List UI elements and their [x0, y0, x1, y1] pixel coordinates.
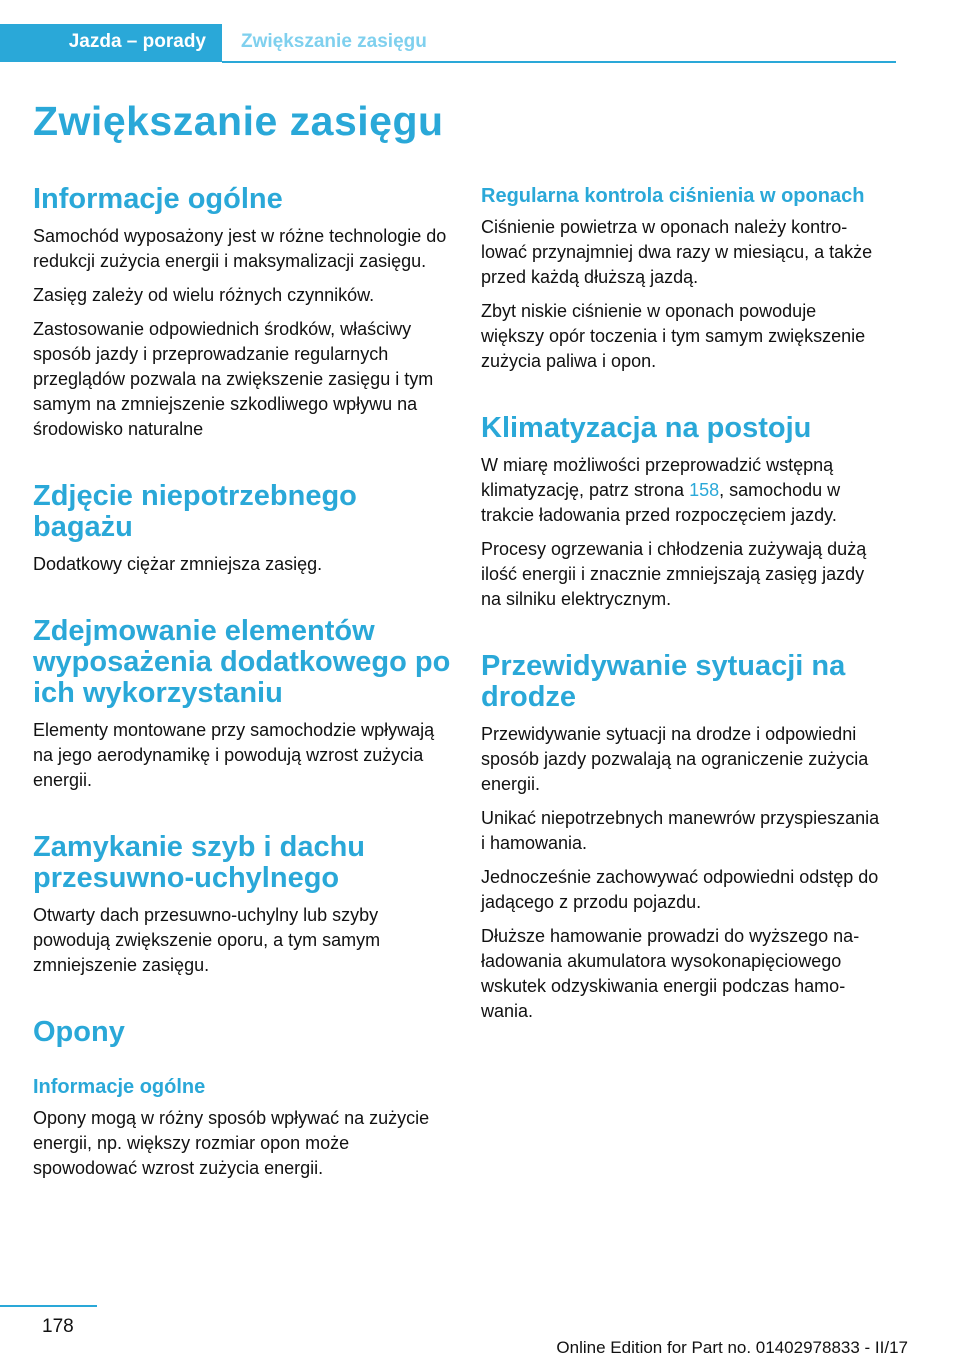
paragraph: Przewidywanie sytuacji na drodze i odpowiedni sposób jazdy pozwalają na ograniczenie zużycia energii.	[481, 724, 869, 794]
page-reference-link[interactable]: 158	[689, 480, 720, 500]
paragraph: Zasięg zależy od wielu różnych czynników.	[33, 285, 375, 305]
paragraph: Unikać niepotrzebnych manewrów przyspieszania i hamowania.	[481, 808, 880, 853]
paragraph-text: W miarę możliwości przeprowadzić wstępną klimatyzację, patrz strona	[481, 455, 834, 500]
paragraph: Samochód wyposażony jest w różne technologie do redukcji zużycia energii i maksymalizacji zasięgu.	[33, 226, 447, 271]
right-column	[481, 184, 881, 1033]
paragraph: Opony mogą w różny sposób wpływać na zużycie energii, np. większy rozmiar opon może spowodować wzrost zużycia energii.	[33, 1108, 430, 1178]
paragraph: Zastosowanie odpowiednich środków, właściwy sposób jazdy i przeprowadzanie regularnych przeglądów pozwala na zwiększenie zasięgu i tym samym na zmniejszenie szkodliwego wpływu na środowisko naturalne	[33, 319, 434, 439]
section-heading: Przewidywanie sytuacji na drodze	[481, 650, 846, 713]
subsection-heading: Regularna kontrola ciśnienia w oponach	[481, 185, 865, 207]
paragraph: Procesy ogrzewania i chłodzenia zużywają dużą ilość energii i znacznie zmniejszają zasięg jazdy na silniku elektrycznym.	[481, 539, 867, 609]
chapter-tab	[0, 24, 222, 62]
paragraph: Zbyt niskie ciśnienie w oponach powoduje większy opór toczenia i tym samym zwiększenie zużycia paliwa i opon.	[481, 301, 866, 371]
page-title: Zwiększanie zasięgu	[33, 98, 444, 144]
section-heading: Opony	[33, 1016, 125, 1048]
section-heading: Informacje ogólne	[33, 183, 283, 215]
page-number: 178	[42, 1316, 74, 1337]
chapter-label: Jazda – porady	[68, 31, 206, 52]
paragraph: Dodatkowy ciężar zmniejsza zasięg.	[33, 554, 323, 574]
left-column	[33, 184, 453, 1190]
section-heading: Zdjęcie niepotrzebnego bagażu	[33, 480, 357, 543]
paragraph: Dłuższe hamowanie prowadzi do wyższego naładowania akumulatora wysokonapięciowego wskutek odzyskiwania energii podczas hamowania.	[481, 926, 860, 1021]
paragraph: Ciśnienie powietrza w oponach należy kontrolować przynajmniej dwa razy w miesiącu, a także przed każdą dłuższą jazdą.	[481, 217, 873, 287]
footer-divider	[0, 1305, 97, 1307]
paragraph-text: , samochodu w trakcie ładowania przed rozpoczęciem jazdy.	[481, 480, 841, 525]
subsection-heading: Informacje ogólne	[33, 1076, 206, 1098]
paragraph: Elementy montowane przy samochodzie wpływają na jego aerodynamikę i powodują wzrost zużycia energii.	[33, 720, 435, 790]
section-heading: Zamykanie szyb i dachu przesuwno-uchylnego	[33, 831, 366, 894]
paragraph: Otwarty dach przesuwno-uchylny lub szyby powodują zwiększenie oporu, a tym samym zmniejszenie zasięgu.	[33, 905, 381, 975]
paragraph	[481, 453, 881, 528]
edition-note: Online Edition for Part no. 01402978833 - II/17	[556, 1338, 908, 1357]
section-heading: Zdejmowanie elementów wyposażenia dodatkowego po ich wykorzystaniu	[33, 615, 451, 709]
section-label: Zwiększanie zasięgu	[241, 31, 427, 52]
header-divider	[222, 61, 896, 63]
paragraph: Jednocześnie zachowywać odpowiedni odstęp do jadącego z przodu pojazdu.	[481, 867, 879, 912]
section-heading: Klimatyzacja na postoju	[481, 412, 812, 444]
